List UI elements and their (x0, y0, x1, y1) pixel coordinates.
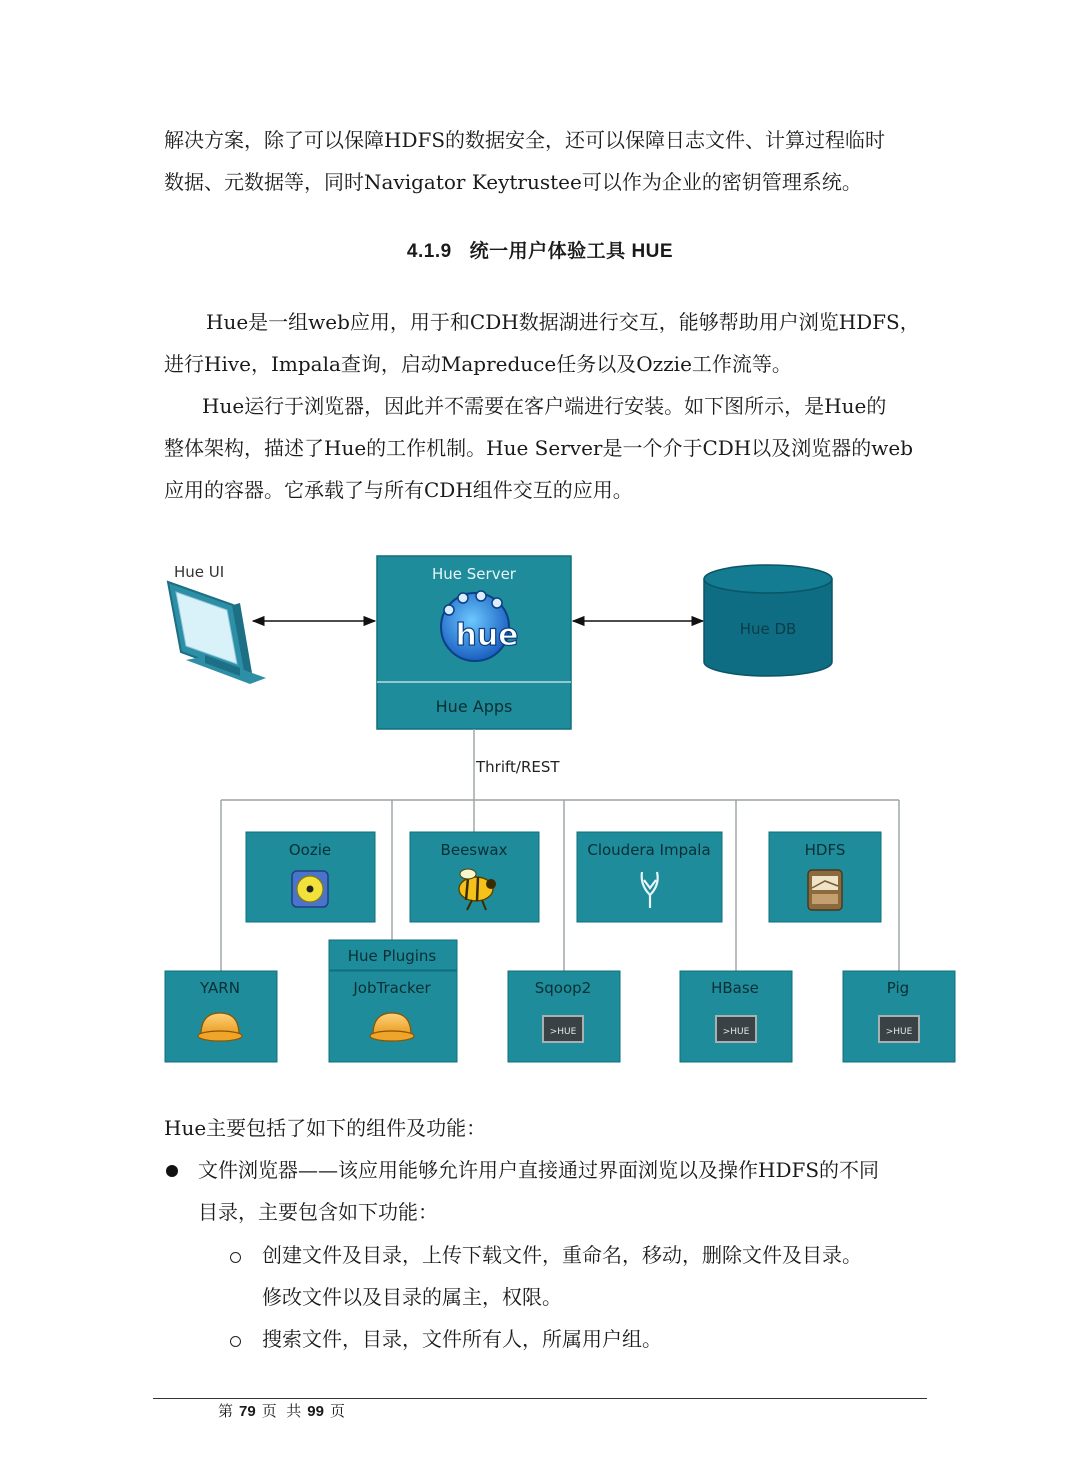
section-number: 4.1.9 (406, 241, 452, 262)
hue-server-label: Hue Server (432, 565, 516, 583)
terminal-icon (879, 1016, 919, 1042)
sub-bullet-search (262, 1318, 662, 1360)
hue-ui-label: Hue UI (174, 563, 225, 581)
impala-label: Cloudera Impala (587, 841, 711, 859)
text-line: Hue运行于浏览器，因此并不需要在客户端进行安装。如下图所示，是Hue的 (202, 394, 887, 418)
hue-plugins-label: Hue Plugins (347, 947, 437, 965)
hdfs-folder-icon (808, 870, 842, 910)
terminal-icon (543, 1016, 583, 1042)
jobtracker-label: JobTracker (353, 979, 431, 997)
text-line: Hue是一组web应用，用于和CDH数据湖进行交互，能够帮助用户浏览HDFS， (206, 310, 920, 334)
text-line: 搜索文件，目录，文件所有人，所属用户组。 (262, 1327, 662, 1351)
footer-mid: 页 (261, 1402, 277, 1420)
terminal-text: >HUE (722, 1027, 750, 1037)
hue-db-label: Hue DB (739, 620, 797, 638)
footer-suffix: 页 (329, 1402, 345, 1420)
sqoop2-label: Sqoop2 (534, 979, 592, 997)
footer-prefix: 第 (218, 1402, 234, 1420)
page-footer (218, 1400, 345, 1421)
text-line: 整体架构，描述了Hue的工作机制。Hue Server是一个介于CDH以及浏览器的web (164, 436, 914, 460)
text-line: Hue主要包括了如下的组件及功能： (164, 1116, 487, 1140)
yarn-label: YARN (200, 979, 240, 997)
text-line: 修改文件以及目录的属主，权限。 (262, 1285, 562, 1309)
hdfs-label: HDFS (804, 841, 846, 859)
sub-bullet-create (262, 1234, 862, 1318)
bullet-dot (166, 1165, 178, 1177)
footer-rule (153, 1398, 927, 1399)
hue-apps-label: Hue Apps (435, 697, 513, 716)
text-line: 数据、元数据等，同时Navigator Keytrustee可以作为企业的密钥管理系统。 (164, 170, 862, 194)
terminal-text: >HUE (885, 1027, 913, 1037)
text-line: 应用的容器。它承载了与所有CDH组件交互的应用。 (164, 478, 633, 502)
bullet-file-browser (198, 1149, 879, 1233)
monitor-icon (168, 582, 266, 684)
hue-logo-text: hue (455, 618, 519, 653)
terminal-icon (716, 1016, 756, 1042)
text-line: 进行Hive，Impala查询，启动Mapreduce任务以及Ozzie工作流等。 (164, 352, 792, 376)
protocol-label: Thrift/REST (476, 758, 560, 776)
components-intro (164, 1107, 924, 1149)
beeswax-label: Beeswax (440, 841, 508, 859)
section-title: 统一用户体验工具 HUE (469, 241, 674, 262)
page-total: 99 (307, 1403, 324, 1420)
text-line: 创建文件及目录，上传下载文件，重命名，移动，删除文件及目录。 (262, 1243, 862, 1267)
text-line: 目录，主要包含如下功能： (198, 1200, 438, 1224)
footer-mid: 共 (286, 1402, 302, 1420)
sub-bullet-circle (230, 1252, 241, 1263)
oozie-label: Oozie (288, 841, 332, 859)
text-line: 解决方案，除了可以保障HDFS的数据安全，还可以保障日志文件、计算过程临时 (164, 128, 886, 152)
oozie-icon (292, 871, 328, 907)
pig-label: Pig (886, 979, 910, 997)
hbase-label: HBase (711, 979, 759, 997)
page-number: 79 (239, 1403, 256, 1420)
text-line: 文件浏览器——该应用能够允许用户直接通过界面浏览以及操作HDFS的不同 (198, 1158, 880, 1182)
sub-bullet-circle (230, 1336, 241, 1347)
terminal-text: >HUE (549, 1027, 577, 1037)
